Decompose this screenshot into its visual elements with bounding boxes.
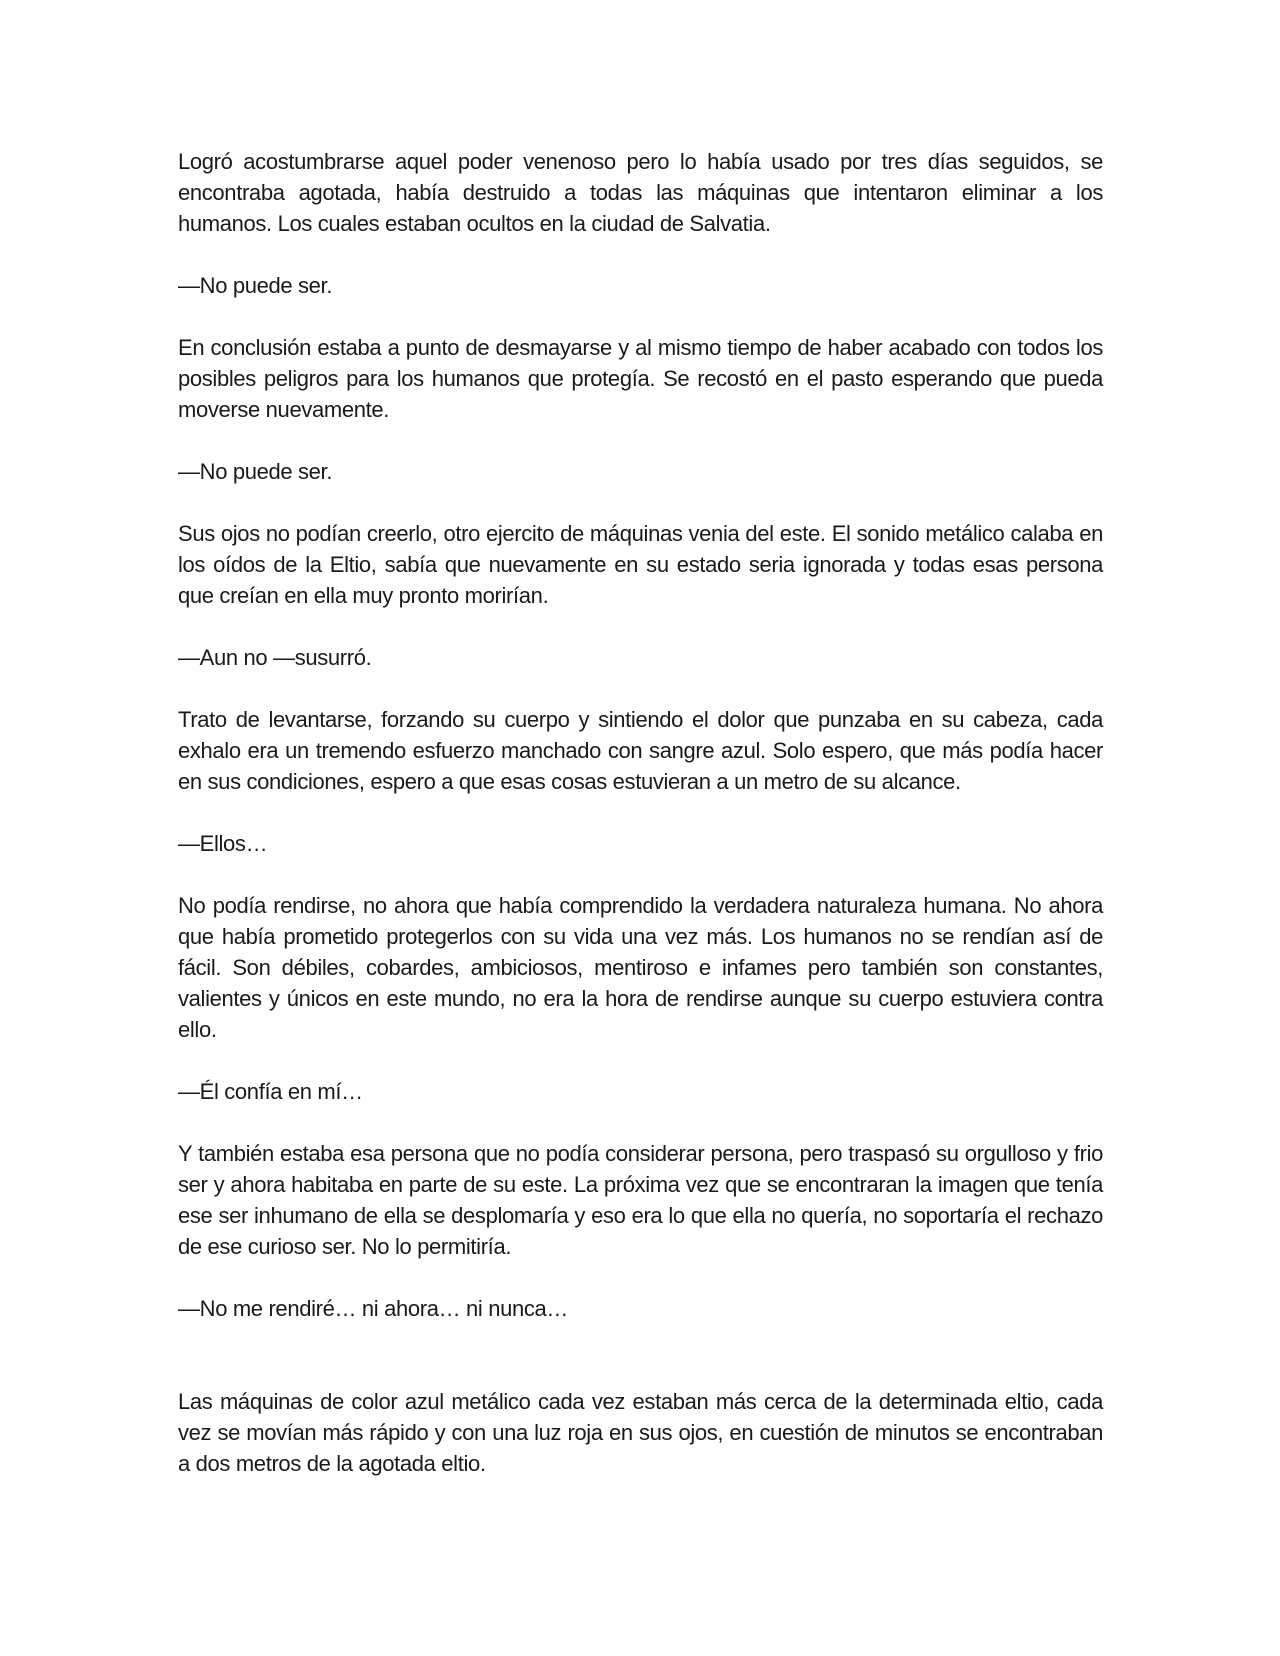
dialogue-line-1: —No puede ser. bbox=[178, 273, 333, 298]
paragraph-3: Sus ojos no podían creerlo, otro ejercito de máquinas venia del este. El sonido metálico calaba en los oídos de la Eltio, sabía que nuevamente en su estado seria ignorada y todas esas persona que creían en ella muy pronto morirían. bbox=[178, 521, 1103, 608]
dialogue-line-5: —Él confía en mí… bbox=[178, 1079, 363, 1104]
paragraph-4: Trato de levantarse, forzando su cuerpo y sintiendo el dolor que punzaba en su cabeza, cada exhalo era un tremendo esfuerzo manchado con sangre azul. Solo espero, que más podía hacer en sus condiciones, espero a que esas cosas estuvieran a un metro de su alcance. bbox=[178, 707, 1103, 794]
document-body bbox=[178, 146, 1103, 1510]
paragraph-5: No podía rendirse, no ahora que había comprendido la verdadera naturaleza humana. No ahora que había prometido protegerlos con su vida una vez más. Los humanos no se rendían así de fácil. Son débiles, cobardes, ambiciosos, mentiroso e infames pero también son constantes, valientes y únicos en este mundo, no era la hora de rendirse aunque su cuerpo estuviera contra ello. bbox=[178, 893, 1103, 1042]
dialogue-line-2: —No puede ser. bbox=[178, 459, 333, 484]
paragraph-2: En conclusión estaba a punto de desmayarse y al mismo tiempo de haber acabado con todos los posibles peligros para los humanos que protegía. Se recostó en el pasto esperando que pueda moverse nuevamente. bbox=[178, 335, 1103, 422]
dialogue-line-4: —Ellos… bbox=[178, 831, 268, 856]
paragraph-6: Y también estaba esa persona que no podía considerar persona, pero traspasó su orgulloso y frio ser y ahora habitaba en parte de su este. La próxima vez que se encontraran la imagen que tenía ese ser inhumano de ella se desplomaría y eso era lo que ella no quería, no soportaría el rechazo de ese curioso ser. No lo permitiría. bbox=[178, 1141, 1103, 1259]
dialogue-line-3: —Aun no —susurró. bbox=[178, 645, 372, 670]
paragraph-1: Logró acostumbrarse aquel poder venenoso pero lo había usado por tres días seguidos, se encontraba agotada, había destruido a todas las máquinas que intentaron eliminar a los humanos. Los cuales estaban ocultos en la ciudad de Salvatia. bbox=[178, 149, 1103, 236]
paragraph-7: Las máquinas de color azul metálico cada vez estaban más cerca de la determinada eltio, cada vez se movían más rápido y con una luz roja en sus ojos, en cuestión de minutos se encontraban a dos metros de la agotada eltio. bbox=[178, 1389, 1103, 1476]
dialogue-line-6: —No me rendiré… ni ahora… ni nunca… bbox=[178, 1296, 569, 1321]
